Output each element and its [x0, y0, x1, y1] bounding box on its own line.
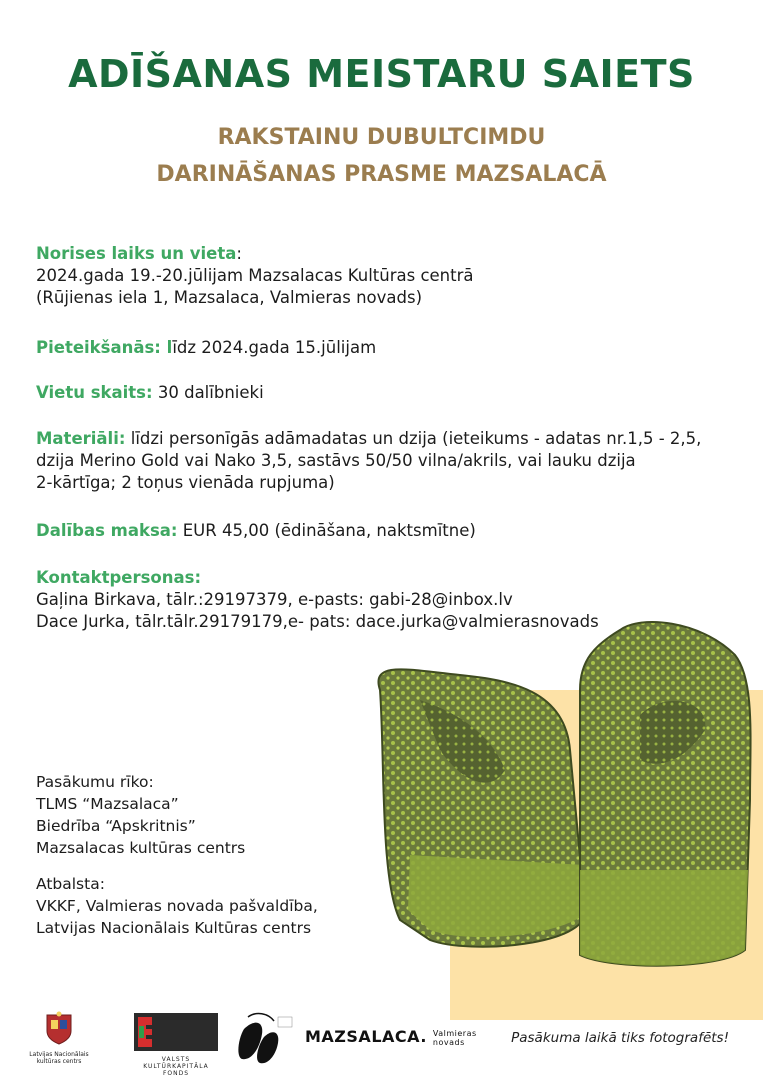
mittens-image: [340, 620, 760, 980]
lnkc-logo-caption: Latvijas Nacionālais kultūras centrs: [29, 1051, 89, 1065]
lnkc-logo: [24, 1011, 94, 1065]
time-place-label: Norises laiks un vieta: [36, 244, 237, 263]
time-place-line-1: 2024.gada 19.-20.jūlijam Mazsalacas Kultūras centrā: [36, 266, 474, 285]
supporters-block: [36, 873, 318, 939]
seats-section: [36, 382, 736, 404]
mazsalaca-logo-text: MAZSALACA.: [305, 1027, 427, 1046]
fee-section: [36, 520, 736, 542]
subtitle-line-1: RAKSTAINU DUBULTCIMDU: [217, 125, 546, 150]
supporters-heading: Atbalsta:: [36, 875, 105, 893]
vkkf-logo-caption: VALSTS KULTŪRKAPITĀLA FONDS: [143, 1056, 209, 1077]
contact-line-1: Gaļina Birkava, tālr.:29197379, e-pasts: gabi-28@inbox.lv: [36, 590, 513, 609]
organizers-block: [36, 771, 245, 859]
vkkf-logo: [134, 1013, 218, 1077]
footer: [0, 1005, 763, 1080]
coat-of-arms-icon: [44, 1011, 74, 1045]
materials-line-1: līdzi personīgās adāmadatas un dzija (ieteikums - adatas nr.1,5 - 2,5,: [125, 429, 702, 448]
time-place-line-2: (Rūjienas iela 1, Mazsalaca, Valmieras novads): [36, 288, 423, 307]
contacts-label: Kontaktpersonas:: [36, 568, 202, 587]
time-place-section: [36, 243, 736, 309]
registration-value: īdz 2024.gada 15.jūlijam: [172, 338, 377, 357]
fee-value: EUR 45,00 (ēdināšana, naktsmītne): [177, 521, 476, 540]
registration-section: [36, 337, 736, 359]
registration-label: Pieteikšanās: l: [36, 338, 173, 357]
materials-section: [36, 428, 736, 494]
organizer-item: Biedrība “Apskritnis”: [36, 817, 196, 835]
page-title: ADĪŠANAS MEISTARU SAIETS: [68, 52, 695, 96]
materials-line-2: dzija Merino Gold vai Nako 3,5, sastāvs 50/50 vilna/akrils, vai lauku dzija: [36, 451, 636, 470]
materials-label: Materiāli:: [36, 429, 126, 448]
organizer-item: Mazsalacas kultūras centrs: [36, 839, 246, 857]
right-mitten: [580, 622, 751, 966]
materials-line-3: 2-kārtīga; 2 toņus vienāda rupjuma): [36, 473, 335, 492]
supporters-line-1: VKKF, Valmieras novada pašvaldība,: [36, 897, 318, 915]
vkkf-icon: [134, 1013, 218, 1051]
seats-label: Vietu skaits:: [36, 383, 153, 402]
dancing-shoes-icon: [234, 1009, 294, 1069]
left-mitten: [378, 669, 588, 946]
subtitle-line-2: DARINĀŠANAS PRASME MAZSALACĀ: [156, 162, 607, 187]
mazsalaca-logo-small-1: Valmieras: [432, 1028, 477, 1038]
time-place-colon: :: [236, 244, 242, 263]
mazsalaca-logo-small-2: novads: [432, 1037, 465, 1047]
supporters-line-2: Latvijas Nacionālais Kultūras centrs: [36, 919, 312, 937]
folk-dance-logo: [234, 1009, 294, 1073]
contact-line-2: Dace Jurka, tālr.tālr.29179179,e- pats: dace.jurka@valmierasnovads: [36, 612, 599, 631]
photo-notice: Pasākuma laikā tiks fotografēts!: [511, 1030, 729, 1046]
organizers-heading: Pasākumu rīko:: [36, 773, 154, 791]
seats-value: 30 dalībnieki: [152, 383, 264, 402]
mazsalaca-logo: [305, 1027, 477, 1047]
organizer-item: TLMS “Mazsalaca”: [36, 795, 179, 813]
fee-label: Dalības maksa:: [36, 521, 178, 540]
